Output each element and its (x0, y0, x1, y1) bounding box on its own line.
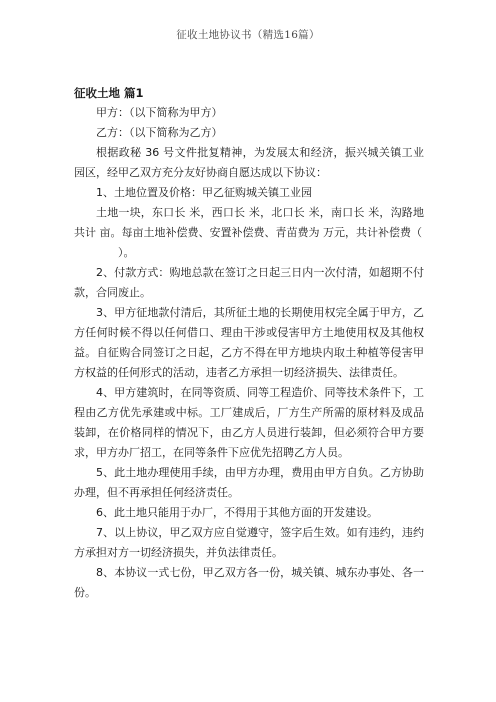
clause-2: 2、付款方式：购地总款在签订之日起三日内一次付清，如超期不付款，合同废止。 (74, 266, 424, 299)
preamble-paragraph: 根据政秘 36 号文件批复精神，为发展太和经济，振兴城关镇工业园区，经甲乙双方充分友好协商自愿达成以下协议： (74, 146, 424, 179)
party-a-line: 甲方：（以下简称为甲方） (96, 106, 223, 119)
clause-1-continuation: ）。 (118, 246, 135, 259)
clause-7: 7、以上协议，甲乙双方应自觉遵守，签字后生效。如有违约，违约方承担对方一切经济损失，并负法律责任。 (74, 526, 424, 559)
clause-6: 6、此土地只能用于办厂，不得用于其他方面的开发建设。 (96, 506, 378, 519)
clause-3: 3、甲方征地款付清后，其所征土地的长期使用权完全属于甲方，乙方任何时候不得以任何借口、理由干涉或侵害甲方土地使用权及其他权益。自征购合同签订之日起，乙方不得在甲方地块内取土种植等侵害甲方权益的任何形式的活动，违者乙方承担一切经济损失、法律责任。 (74, 306, 424, 379)
party-b-line: 乙方：（以下简称为乙方） (96, 126, 223, 139)
clause-5: 5、此土地办理使用手续，由甲方办理，费用由甲方自负。乙方协助办理，但不再承担任何经济责任。 (74, 466, 424, 499)
section-heading: 征收土地 篇1 (74, 86, 144, 100)
clause-4: 4、甲方建筑时，在同等资质、同等工程造价、同等技术条件下，工程由乙方优先承建或中标。工厂建成后，厂方生产所需的原材料及成品装卸，在价格同样的情况下，由乙方人员进行装卸，但必须符合甲方要求，甲方办厂招工，在同等条件下应优先招聘乙方人员。 (74, 386, 424, 459)
clause-1-heading: 1、土地位置及价格：甲乙征购城关镇工业园 (96, 186, 312, 199)
document-title: 征收土地协议书（精选16篇） (176, 29, 320, 41)
clause-1-body: 土地一块，东口长 米，西口长 米，北口长 米，南口长 米，沟路地共计 亩。每亩土地补偿费、安置补偿费、青苗费为 万元，共计补偿费（ (74, 206, 424, 239)
clause-8: 8、本协议一式七份，甲乙双方各一份，城关镇、城东办事处、各一份。 (74, 566, 424, 599)
document-body (74, 83, 424, 603)
